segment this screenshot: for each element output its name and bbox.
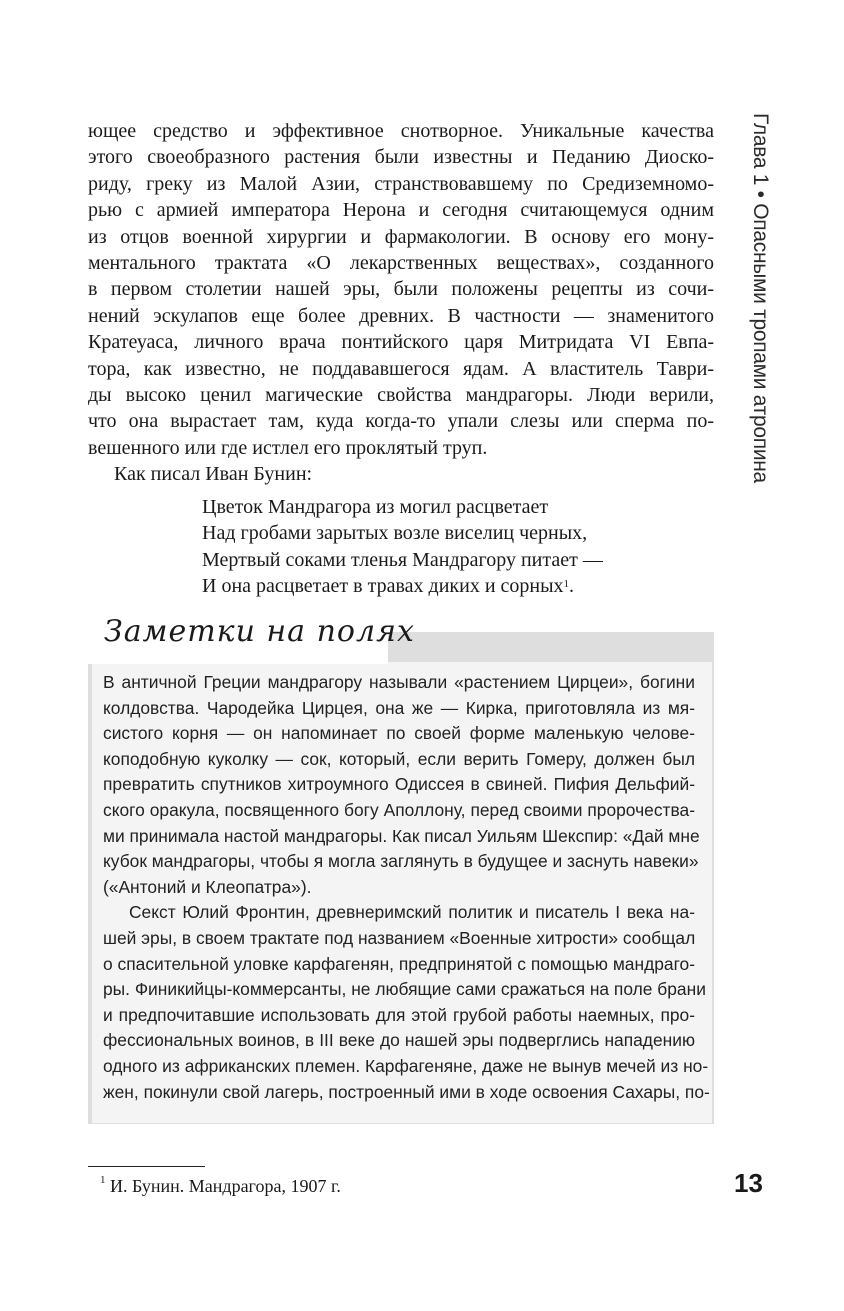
text-line: Кратеуаса, личного врача понтийского царя Митридата VI Евпа- [88, 331, 714, 354]
note-line: жен, покинули свой лагерь, построенный ими в ходе освоения Сахары, по- [103, 1081, 710, 1102]
note-line: превратить спутников хитроумного Одиссея в свиней. Пифия Дельфий- [103, 774, 695, 795]
margin-notes-text [103, 670, 710, 1105]
note-line: фессиональных воинов, в III веке до нашей эры подверглись нападению [103, 1030, 695, 1051]
text-line: Как писал Иван Бунин: [114, 463, 313, 486]
note-line: кубок мандрагоры, чтобы я могла заглянуть в будущее и заснуть навеки» [103, 851, 699, 872]
note-line: ры. Финикийцы-коммерсанты, не любящие сами сражаться на поле брани [103, 979, 706, 1000]
footnote-divider [88, 1166, 205, 1167]
note-line: («Антоний и Клеопатра»). [103, 876, 312, 897]
note-line: В античной Греции мандрагору называли «растением Цирцеи», богини [103, 672, 695, 692]
footnote-text: И. Бунин. Мандрагора, 1907 г. [105, 1176, 341, 1196]
note-line: и предпочитавшие использовать для этой грубой работы наемных, про- [103, 1004, 695, 1025]
poem-line: Мертвый соками тленья Мандрагору питает — [202, 548, 603, 571]
note-line: одного из африканских племен. Карфагеняне, даже не вынув мечей из но- [103, 1055, 709, 1076]
text-line: рью с армией императора Нерона и сегодня считающемуся одним [88, 199, 714, 222]
note-line: ми принимала настой мандрагоры. Как писал Уильям Шекспир: «Дай мне [103, 825, 700, 846]
text-line: нений эскулапов еще более древних. В частности — знаменитого [88, 304, 714, 327]
main-text [88, 118, 714, 488]
running-head-text: Глава 1 • Опасными тропами атропина [749, 113, 772, 483]
text-line: в первом столетии нашей эры, были положены рецепты из сочи- [88, 278, 714, 301]
text-line: ментального трактата «О лекарственных веществах», созданного [88, 252, 714, 275]
poem-line: Цветок Мандрагора из могил расцветает [202, 496, 549, 518]
note-line: коподобную куколку — сок, который, если верить Гомеру, должен был [103, 748, 695, 769]
text-line: что она вырастает там, куда когда-то упали слезы или сперма по- [88, 410, 714, 433]
note-line: систого корня — он напоминает по своей форме маленькую челове- [103, 723, 695, 744]
text-line: этого своеобразного растения были известны и Педанию Диоско- [88, 146, 714, 169]
footnote-mark: 1 [100, 1174, 106, 1186]
note-line: ского оракула, посвященного богу Аполлону, перед своими пророчества- [103, 799, 695, 820]
footnote [100, 1176, 341, 1197]
footnote-reference[interactable]: 1 [563, 578, 570, 591]
poem-line-last [202, 573, 603, 599]
poem-line: Над гробами зарытых возле виселиц черных, [202, 522, 588, 545]
text-line: вешенного или где истлел его проклятый труп. [88, 436, 488, 459]
note-line: колдовства. Чародейка Цирцея, она же — Кирка, приготовляла из мя- [103, 697, 695, 718]
text-line: ющее средство и эффективное снотворное. Уникальные качества [88, 120, 714, 142]
poem-line-text: И она расцветает в травах диких и сорных [202, 575, 564, 598]
page-number: 13 [734, 1168, 763, 1198]
running-head [746, 113, 772, 493]
note-line: о спасительной уловке карфагенян, предпринятой с помощью мандраго- [103, 953, 695, 974]
text-line: риду, греку из Малой Азии, странствовавшему по Средиземномо- [88, 172, 714, 195]
note-line: Секст Юлий Фронтин, древнеримский политик и писатель I века на- [129, 902, 695, 923]
text-line: ды высоко ценил магические свойства мандрагоры. Люди верили, [88, 384, 714, 407]
text-line: из отцов военной хирургии и фармакологии. В основу его мону- [88, 225, 714, 248]
text-line: тора, как известно, не поддававшегося ядам. А властитель Таври- [88, 357, 714, 380]
margin-notes-title: Заметки на полях [104, 614, 415, 649]
poem-end-punctuation: . [569, 575, 575, 598]
poem-quote [202, 494, 603, 600]
note-line: шей эры, в своем трактате под названием «Военные хитрости» сообщал [103, 927, 696, 948]
